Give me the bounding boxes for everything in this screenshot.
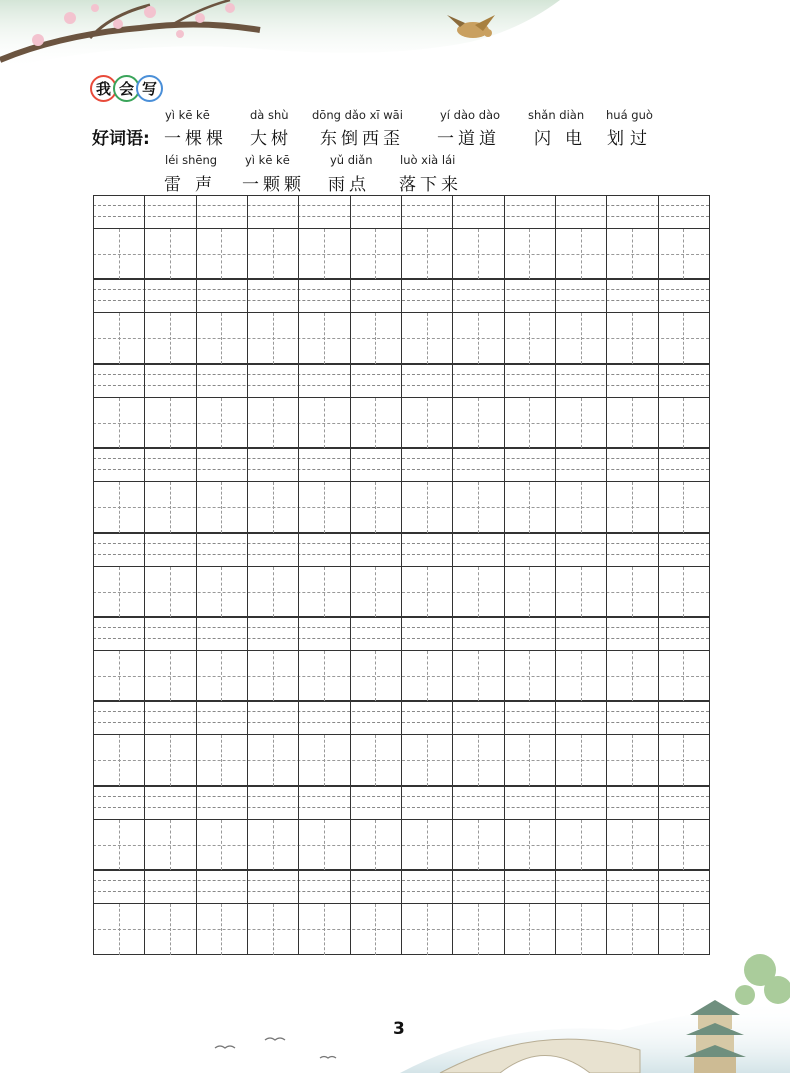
guide-line [529, 651, 530, 701]
grid-column-line [350, 195, 351, 955]
guide-line [427, 567, 428, 617]
guide-line [221, 735, 222, 785]
guide-line [375, 313, 376, 363]
vocab-word: 闪电 [534, 129, 596, 149]
guide-line [324, 482, 325, 532]
guide-line [529, 820, 530, 870]
pinyin: yì kē kē [165, 108, 210, 122]
guide-line [273, 820, 274, 870]
grid-column-line [709, 195, 710, 955]
guide-line [273, 567, 274, 617]
grid-column-line [93, 195, 94, 955]
page-number: 3 [393, 1019, 405, 1039]
guide-line [683, 651, 684, 701]
guide-line [324, 398, 325, 448]
guide-line [375, 482, 376, 532]
vocab-word: 一道道 [437, 129, 500, 149]
pinyin: yǔ diǎn [330, 153, 373, 167]
guide-line [427, 482, 428, 532]
guide-line [427, 820, 428, 870]
vocab-word: 雷声 [164, 175, 226, 195]
guide-line [529, 229, 530, 279]
pinyin: léi shēng [165, 153, 218, 167]
pinyin: luò xià lái [400, 153, 456, 167]
guide-line [221, 313, 222, 363]
guide-line [221, 651, 222, 701]
guide-line [170, 398, 171, 448]
guide-line [221, 482, 222, 532]
guide-line [478, 735, 479, 785]
guide-line [119, 229, 120, 279]
grid-column-line [298, 195, 299, 955]
guide-line [632, 398, 633, 448]
guide-line [324, 820, 325, 870]
guide-line [375, 735, 376, 785]
good-words-label: 好词语: [92, 129, 150, 149]
guide-line [170, 482, 171, 532]
guide-line [581, 735, 582, 785]
guide-line [324, 651, 325, 701]
guide-line [581, 820, 582, 870]
guide-line [119, 820, 120, 870]
pinyin: huá guò [606, 108, 653, 122]
guide-line [170, 313, 171, 363]
guide-line [478, 229, 479, 279]
guide-line [427, 651, 428, 701]
guide-line [324, 313, 325, 363]
guide-line [119, 313, 120, 363]
guide-line [273, 482, 274, 532]
guide-line [581, 482, 582, 532]
grid-column-line [504, 195, 505, 955]
guide-line [170, 820, 171, 870]
guide-line [119, 398, 120, 448]
guide-line [683, 398, 684, 448]
guide-line [221, 567, 222, 617]
pinyin: yì kē kē [245, 153, 290, 167]
vocab-word: 雨点 [328, 175, 370, 195]
guide-line [273, 398, 274, 448]
guide-line [478, 820, 479, 870]
guide-line [375, 820, 376, 870]
grid-column-line [555, 195, 556, 955]
guide-line [273, 229, 274, 279]
guide-line [375, 398, 376, 448]
guide-line [324, 567, 325, 617]
guide-line [427, 735, 428, 785]
vocab-word: 划过 [607, 129, 653, 149]
guide-line [170, 229, 171, 279]
guide-line [581, 567, 582, 617]
guide-line [119, 482, 120, 532]
guide-line [170, 735, 171, 785]
grid-column-line [401, 195, 402, 955]
writing-practice-grid[interactable] [93, 195, 709, 955]
guide-line [581, 398, 582, 448]
guide-line [581, 651, 582, 701]
guide-line [427, 229, 428, 279]
guide-line [683, 313, 684, 363]
guide-line [632, 567, 633, 617]
pinyin: yí dào dào [440, 108, 501, 122]
guide-line [170, 567, 171, 617]
guide-line [529, 482, 530, 532]
guide-line [683, 735, 684, 785]
guide-line [683, 482, 684, 532]
grid-column-line [196, 195, 197, 955]
pinyin: dà shù [250, 108, 289, 122]
guide-line [632, 313, 633, 363]
guide-line [324, 229, 325, 279]
landscape-illustration [0, 940, 790, 1073]
guide-line [478, 651, 479, 701]
pinyin: dōng dǎo xī wāi [312, 108, 403, 122]
guide-line [273, 735, 274, 785]
guide-line [427, 313, 428, 363]
guide-line [119, 567, 120, 617]
pinyin: shǎn diàn [528, 108, 585, 122]
guide-line [581, 313, 582, 363]
guide-line [478, 313, 479, 363]
guide-line [170, 651, 171, 701]
guide-line [632, 229, 633, 279]
guide-line [632, 651, 633, 701]
guide-line [529, 567, 530, 617]
guide-line [119, 735, 120, 785]
guide-line [375, 651, 376, 701]
blossom-branch-illustration [0, 0, 790, 80]
guide-line [529, 735, 530, 785]
grid-column-line [247, 195, 248, 955]
guide-line [273, 313, 274, 363]
guide-line [478, 567, 479, 617]
guide-line [632, 482, 633, 532]
vocab-word: 一颗颗 [242, 175, 305, 195]
vocab-word: 大树 [250, 129, 292, 149]
guide-line [119, 651, 120, 701]
guide-line [683, 567, 684, 617]
badge-char: 我 [90, 75, 117, 102]
guide-line [221, 229, 222, 279]
guide-line [632, 735, 633, 785]
vocab-word: 一棵棵 [164, 129, 227, 149]
guide-line [478, 398, 479, 448]
guide-line [324, 735, 325, 785]
grid-column-line [452, 195, 453, 955]
guide-line [375, 229, 376, 279]
section-badge [90, 75, 159, 102]
grid-column-line [606, 195, 607, 955]
guide-line [478, 482, 479, 532]
guide-line [683, 229, 684, 279]
guide-line [632, 820, 633, 870]
vocab-word: 东倒西歪 [320, 129, 404, 149]
grid-column-line [658, 195, 659, 955]
guide-line [221, 820, 222, 870]
badge-char: 写 [136, 75, 163, 102]
guide-line [273, 651, 274, 701]
guide-line [375, 567, 376, 617]
guide-line [581, 229, 582, 279]
guide-line [529, 398, 530, 448]
grid-column-line [144, 195, 145, 955]
guide-line [221, 398, 222, 448]
guide-line [529, 313, 530, 363]
guide-line [427, 398, 428, 448]
guide-line [683, 820, 684, 870]
vocab-word: 落下来 [399, 175, 462, 195]
badge-char: 会 [113, 75, 140, 102]
